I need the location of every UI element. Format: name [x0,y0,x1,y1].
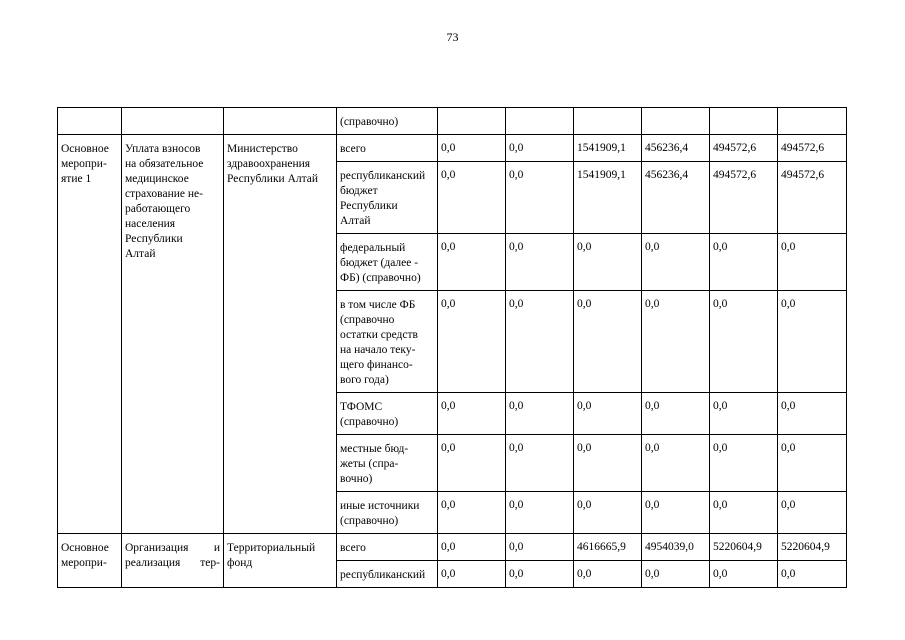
value-cell: 4954039,0 [642,534,710,561]
value-cell: 1541909,1 [574,162,642,234]
value-cell: 0,0 [438,435,506,492]
source-cell: республиканский бюджет Республики Алтай [337,162,438,234]
value-cell: 0,0 [506,162,574,234]
description-cell: Уплата взносов на обязательное медицинское страхование не- работающего населения Республики Алтай [122,135,224,534]
value-cell [778,108,847,135]
value-cell: 0,0 [574,393,642,435]
value-cell: 0,0 [438,135,506,162]
page-number: 73 [446,30,459,44]
value-cell [438,108,506,135]
source-cell: ТФОМС (справочно) [337,393,438,435]
value-cell: 0,0 [778,492,847,534]
value-cell: 0,0 [438,561,506,588]
value-cell: 4616665,9 [574,534,642,561]
executor-cell [224,108,337,135]
value-cell: 0,0 [778,393,847,435]
value-cell: 0,0 [642,234,710,291]
value-cell: 0,0 [778,561,847,588]
value-cell: 0,0 [642,435,710,492]
executor-cell: Министерство здравоохранения Республики Алтай [224,135,337,534]
value-cell: 0,0 [778,291,847,393]
value-cell: 456236,4 [642,135,710,162]
value-cell: 0,0 [642,561,710,588]
value-cell: 0,0 [438,291,506,393]
value-cell: 0,0 [642,291,710,393]
value-cell: 0,0 [710,492,778,534]
table-row [58,108,847,135]
value-cell: 0,0 [574,492,642,534]
source-cell: республиканский [337,561,438,588]
source-cell: в том числе ФБ (справочно остатки средств на начало теку- щего финансо- вого года) [337,291,438,393]
value-cell: 0,0 [710,393,778,435]
value-cell: 494572,6 [778,135,847,162]
source-cell: всего [337,135,438,162]
value-cell: 494572,6 [710,162,778,234]
value-cell: 5220604,9 [778,534,847,561]
source-cell: иные источники (справочно) [337,492,438,534]
value-cell: 494572,6 [710,135,778,162]
value-cell: 0,0 [642,393,710,435]
value-cell: 0,0 [506,534,574,561]
description-cell [122,108,224,135]
value-cell: 0,0 [710,561,778,588]
value-cell: 0,0 [506,291,574,393]
value-cell: 5220604,9 [710,534,778,561]
value-cell [710,108,778,135]
value-cell [642,108,710,135]
value-cell: 0,0 [438,234,506,291]
budget-table [57,107,847,588]
value-cell [506,108,574,135]
value-cell: 0,0 [710,435,778,492]
table-row [58,135,847,162]
value-cell: 0,0 [642,492,710,534]
event-cell: Основное меропри- ятие 1 [58,135,122,534]
executor-cell: Территориальный фонд [224,534,337,588]
description-line: реализация тер- [125,557,220,569]
value-cell: 0,0 [710,234,778,291]
description-line: Организация и [125,542,220,554]
source-cell: федеральный бюджет (далее - ФБ) (справочно) [337,234,438,291]
source-cell: местные бюд- жеты (спра- вочно) [337,435,438,492]
value-cell: 0,0 [574,234,642,291]
value-cell [574,108,642,135]
value-cell: 0,0 [438,393,506,435]
value-cell: 0,0 [438,492,506,534]
value-cell: 0,0 [778,435,847,492]
value-cell: 0,0 [438,162,506,234]
value-cell: 0,0 [778,234,847,291]
event-cell: Основное меропри- [58,534,122,588]
source-cell: всего [337,534,438,561]
value-cell: 456236,4 [642,162,710,234]
value-cell: 0,0 [438,534,506,561]
value-cell: 0,0 [710,291,778,393]
value-cell: 0,0 [574,561,642,588]
value-cell: 0,0 [506,135,574,162]
value-cell: 0,0 [574,435,642,492]
value-cell: 0,0 [506,492,574,534]
value-cell: 0,0 [506,435,574,492]
table-row [58,534,847,561]
value-cell: 494572,6 [778,162,847,234]
value-cell: 0,0 [506,393,574,435]
event-cell [58,108,122,135]
value-cell: 0,0 [506,561,574,588]
description-cell [122,534,224,588]
source-cell: (справочно) [337,108,438,135]
value-cell: 0,0 [506,234,574,291]
value-cell: 0,0 [574,291,642,393]
value-cell: 1541909,1 [574,135,642,162]
